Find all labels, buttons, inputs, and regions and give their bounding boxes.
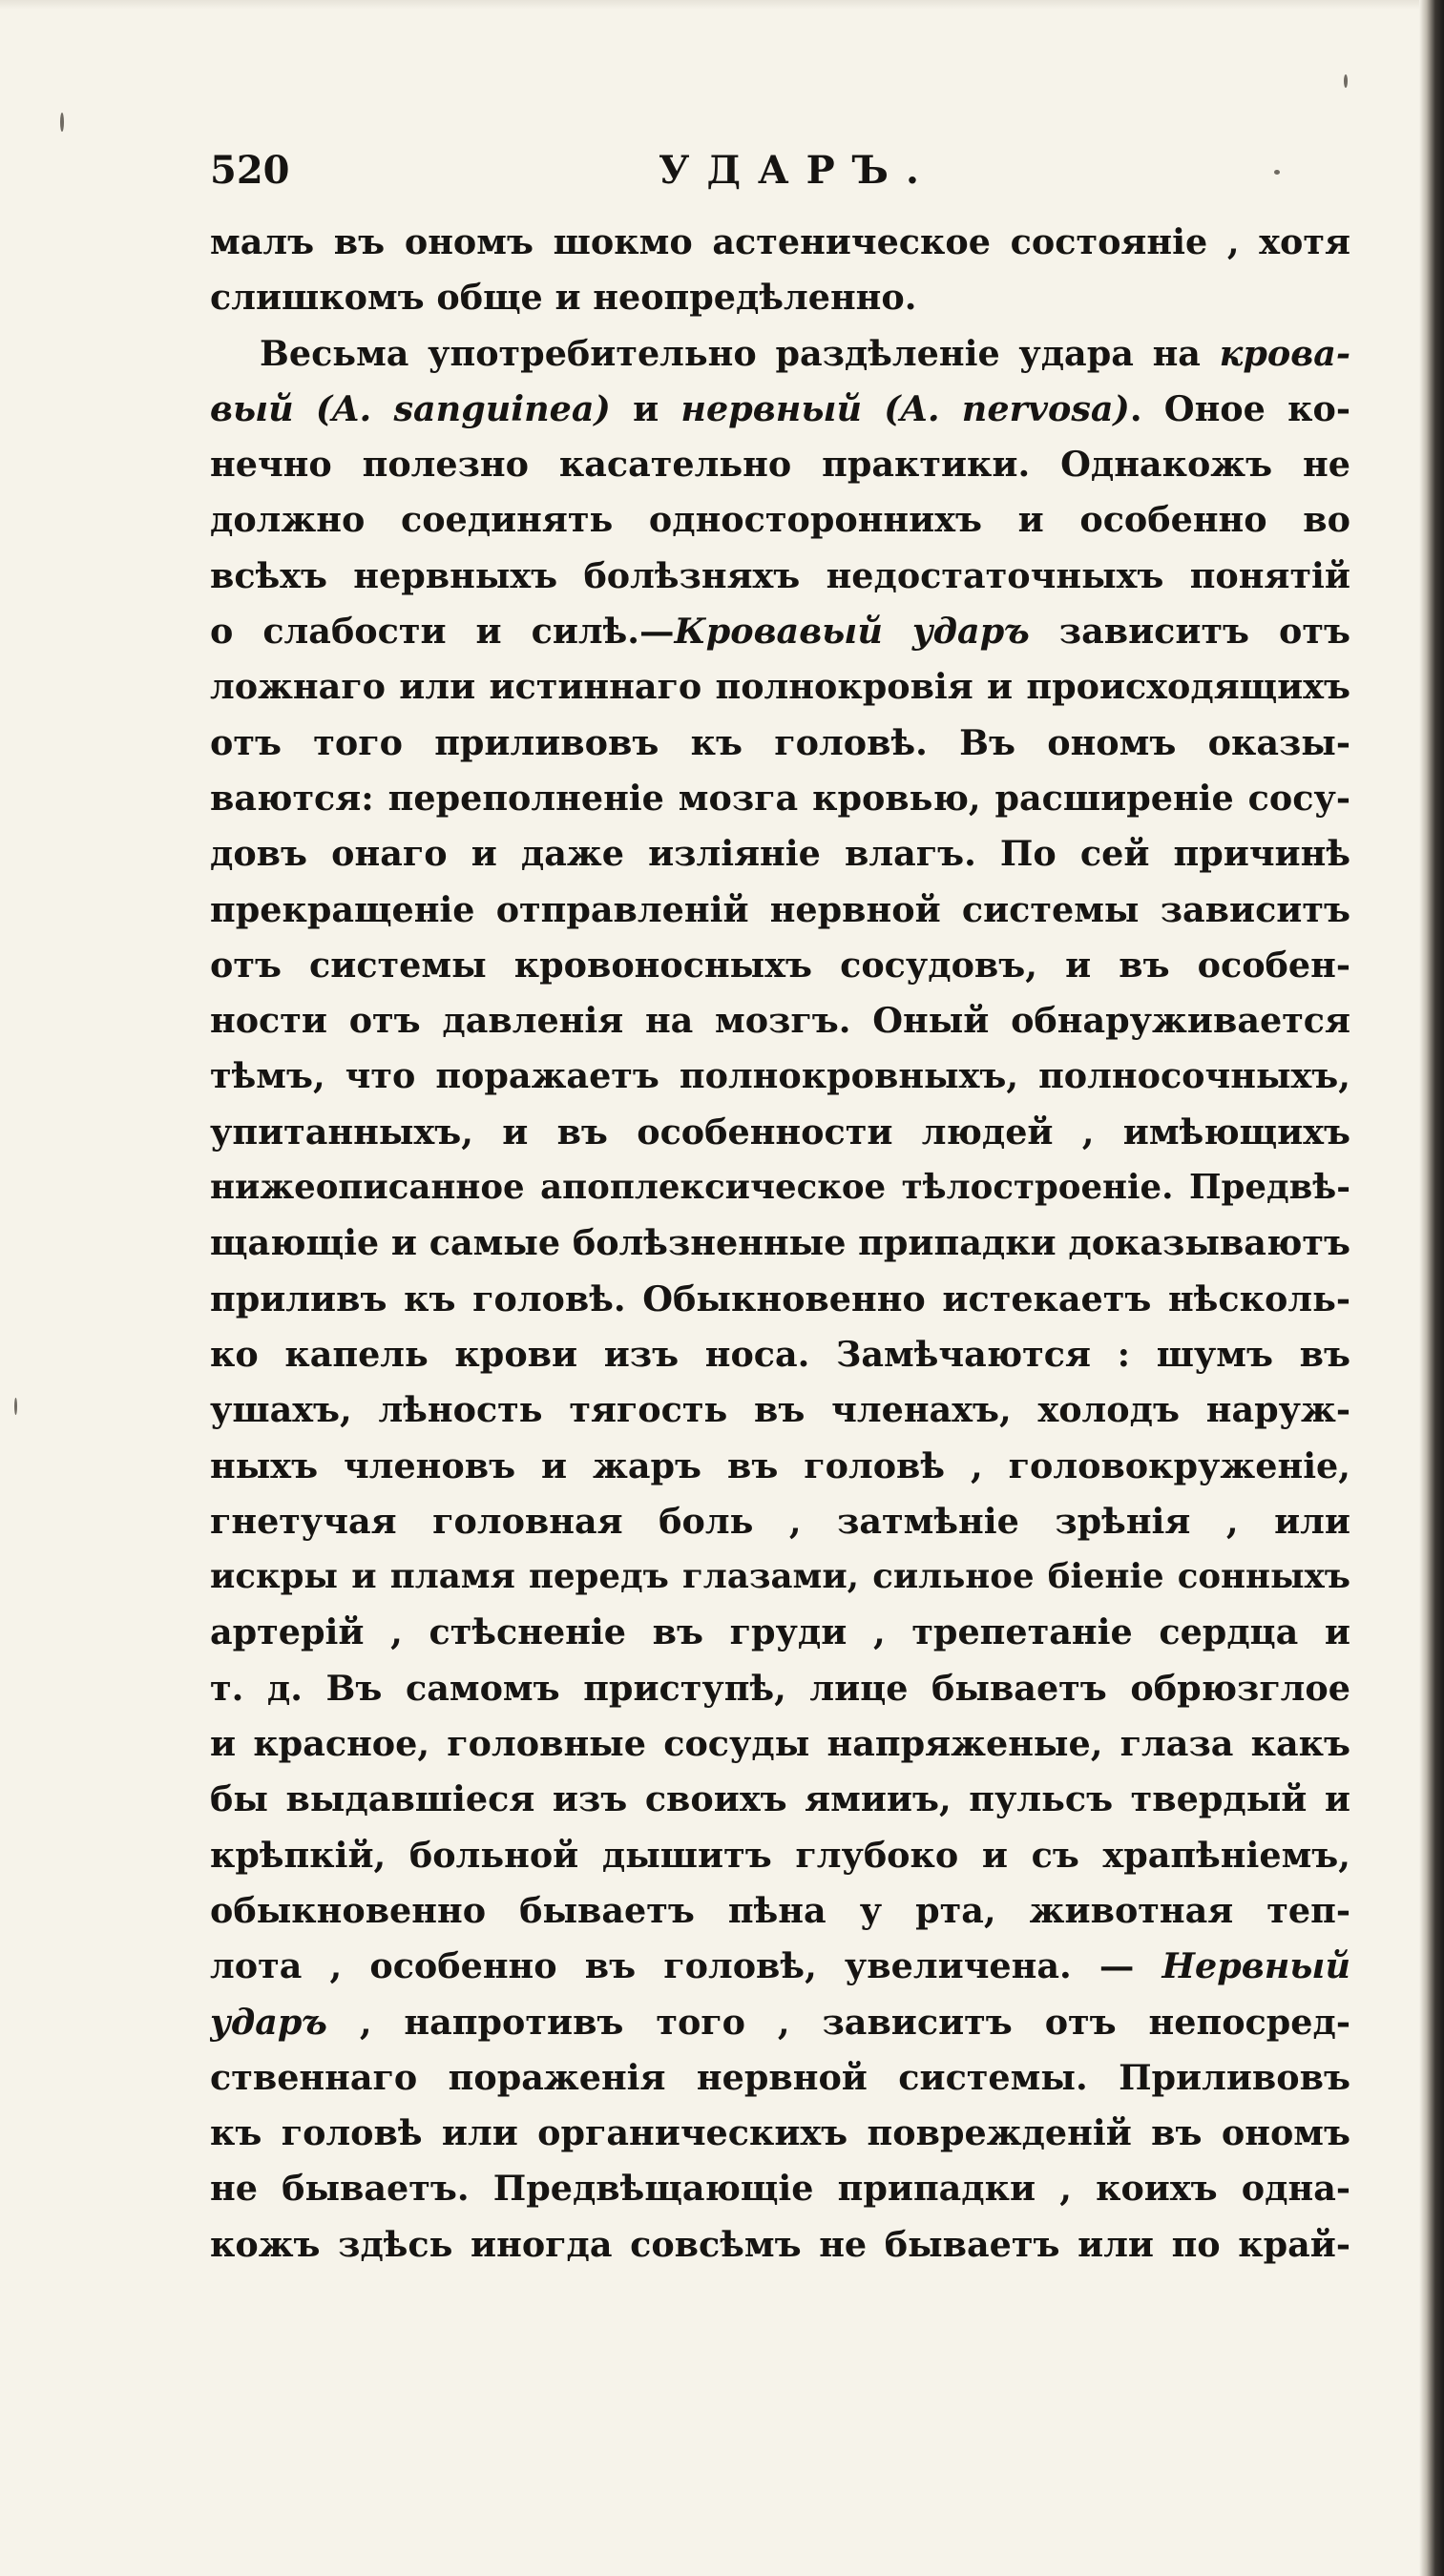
text-segment: щающіе и самые болѣзненные припадки доказываютъ (210, 1222, 1350, 1264)
text-segment: ственнаго пораженія нервной системы. Приливовъ (210, 2056, 1350, 2098)
text-segment: о слабости и силѣ.— (210, 611, 675, 653)
text-segment: бы выдавшіеся изъ своихъ ямииъ, пульсъ твердый и (210, 1778, 1350, 1820)
text-segment: . Оное ко- (1129, 387, 1350, 429)
text-line (210, 659, 1350, 715)
text-line (210, 215, 1350, 270)
text-line (210, 1049, 1350, 1104)
text-line (210, 1939, 1350, 1994)
running-header (210, 148, 1355, 205)
text-line (210, 2050, 1350, 2106)
text-segment: не бываетъ. Предвѣщающіе припадки , коихъ одна- (210, 2168, 1350, 2210)
text-line (210, 2161, 1350, 2216)
text-segment: слишкомъ обще и неопредѣленно. (210, 277, 917, 319)
text-line (210, 1772, 1350, 1827)
text-line (210, 1272, 1350, 1327)
text-segment: отъ системы кровоносныхъ сосудовъ, и въ особен- (210, 944, 1350, 986)
text-line (210, 549, 1350, 604)
text-segment: ложнаго или истиннаго полнокровія и происходящихъ (210, 666, 1350, 708)
text-segment: гнетучая головная боль , затмѣніе зрѣнія , или (210, 1500, 1350, 1542)
text-segment: , напротивъ того , зависитъ отъ непосред- (326, 2001, 1350, 2043)
text-segment: и красное, головные сосуды напряженые, глаза какъ (210, 1723, 1350, 1765)
italic-text-segment: Нервный (1161, 1945, 1350, 1987)
text-line (210, 604, 1350, 659)
text-line (210, 826, 1350, 882)
text-segment: ныхъ членовъ и жаръ въ головѣ , головокруженіе, (210, 1444, 1350, 1486)
text-line (210, 993, 1350, 1049)
text-line (210, 1995, 1350, 2050)
text-segment: артерій , стѣсненіе въ груди , трепетаніе сердца и (210, 1611, 1350, 1653)
text-segment: ваются: переполненіе мозга кровью, расширеніе сосу- (210, 777, 1350, 819)
text-segment: зависитъ отъ (1029, 611, 1350, 653)
text-line (210, 1883, 1350, 1939)
text-segment: ности отъ давленія на мозгъ. Оный обнаруживается (210, 1000, 1350, 1042)
text-segment: прекращеніе отправленій нервной системы зависитъ (210, 888, 1350, 930)
text-line (210, 382, 1350, 437)
text-line (210, 1661, 1350, 1716)
ink-speck (1344, 74, 1348, 88)
text-segment: малъ въ ономъ шокмо астеническое состояніе , хотя (210, 221, 1350, 262)
text-segment: т. д. Въ самомъ приступѣ, лице бываетъ обрюзглое (210, 1667, 1350, 1709)
text-segment: всѣхъ нервныхъ болѣзняхъ недостаточныхъ понятій (210, 554, 1350, 596)
italic-text-segment: вый (A. sanguinea) (210, 387, 634, 429)
text-line (210, 1382, 1350, 1438)
ink-speck (14, 1398, 17, 1415)
text-line (210, 1105, 1350, 1160)
text-line (210, 1160, 1350, 1215)
text-segment: довъ онаго и даже изліяніе влагъ. По сей причинѣ (210, 833, 1350, 875)
text-line (210, 492, 1350, 548)
text-line (210, 1215, 1350, 1271)
text-segment: лота , особенно въ головѣ, увеличена. — (210, 1945, 1162, 1987)
text-line (210, 1549, 1350, 1605)
text-line (210, 1494, 1350, 1549)
text-line (210, 716, 1350, 771)
body-text (210, 215, 1350, 2273)
text-line (210, 883, 1350, 938)
text-segment: нижеописанное апоплексическое тѣлостроеніе. Предвѣ- (210, 1168, 1350, 1208)
italic-text-segment: крова- (1219, 332, 1350, 374)
text-segment: нечно полезно касательно практики. Однакожъ не (210, 444, 1350, 486)
scan-edge-shadow (1419, 0, 1444, 2576)
text-segment: упитанныхъ, и въ особенности людей , имѣющихъ (210, 1111, 1350, 1153)
text-segment: тѣмъ, что поражаетъ полнокровныхъ, полносочныхъ, (210, 1055, 1350, 1097)
text-segment: къ головѣ или органическихъ поврежденій въ ономъ (210, 2112, 1350, 2154)
italic-text-segment: Кровавый ударъ (674, 611, 1030, 653)
text-line (210, 771, 1350, 826)
text-line (210, 326, 1350, 382)
text-line (210, 1716, 1350, 1772)
text-segment: и (633, 387, 681, 429)
italic-text-segment: ударъ (210, 2001, 327, 2043)
text-segment: должно соединять одностороннихъ и особенно во (210, 499, 1350, 541)
page-number: 520 (210, 148, 290, 193)
italic-text-segment: нервный (A. nervosa) (680, 387, 1130, 429)
text-segment: приливъ къ головѣ. Обыкновенно истекаетъ нѣсколь- (210, 1278, 1350, 1319)
text-line (210, 2106, 1350, 2161)
text-segment: обыкновенно бываетъ пѣна у рта, животная теп- (210, 1889, 1350, 1931)
text-line (210, 1327, 1350, 1382)
text-line (210, 2217, 1350, 2273)
text-segment: Весьма употребительно раздѣленіе удара на (260, 332, 1220, 374)
text-segment: крѣпкій, больной дышитъ глубоко и съ храпѣніемъ, (210, 1834, 1350, 1876)
text-segment: искры и пламя передъ глазами, сильное біеніе сонныхъ (210, 1557, 1350, 1597)
text-line (210, 270, 1350, 325)
text-segment: кожъ здѣсь иногда совсѣмъ не бываетъ или по край- (210, 2223, 1350, 2265)
text-line (210, 437, 1350, 492)
text-line (210, 1439, 1350, 1494)
text-line (210, 1828, 1350, 1883)
text-line (210, 938, 1350, 993)
text-segment: отъ того приливовъ къ головѣ. Въ ономъ оказы- (210, 721, 1350, 763)
scan-top-shadow (0, 0, 1444, 10)
text-line (210, 1605, 1350, 1660)
text-segment: ко капель крови изъ носа. Замѣчаются : шумъ въ (210, 1333, 1350, 1375)
running-title: УДАРЪ. (659, 148, 936, 193)
ink-speck (60, 113, 64, 132)
text-segment: ушахъ, лѣность тягость въ членахъ, холодъ наруж- (210, 1389, 1350, 1431)
